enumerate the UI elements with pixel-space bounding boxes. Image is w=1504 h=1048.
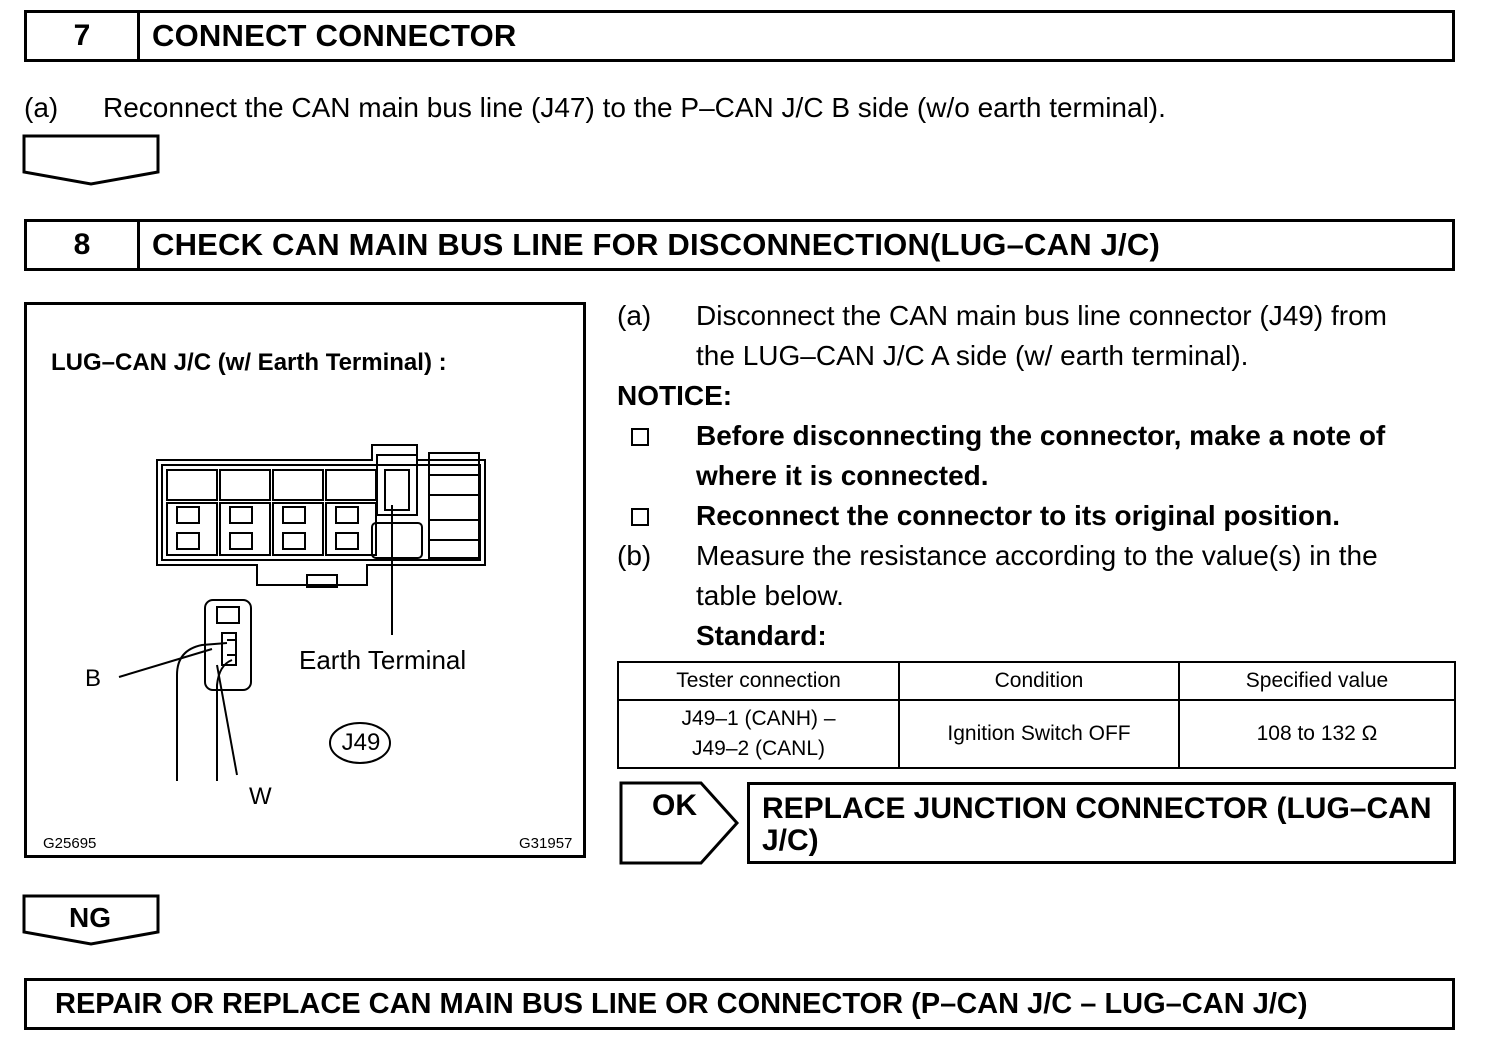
standard-label: Standard: bbox=[696, 620, 827, 651]
cell-condition: Ignition Switch OFF bbox=[899, 700, 1179, 768]
item-b-line1: Measure the resistance according to the value(s) in the bbox=[696, 540, 1378, 571]
step7-item-a-text: Reconnect the CAN main bus line (J47) to the P–CAN J/C B side (w/o earth terminal). bbox=[103, 92, 1166, 123]
header-tester: Tester connection bbox=[618, 662, 899, 700]
notice-label: NOTICE: bbox=[617, 380, 733, 411]
table-row bbox=[618, 700, 1455, 768]
connector-j49-label: J49 bbox=[341, 729, 381, 756]
notice-bullet-1 bbox=[631, 428, 649, 446]
earth-terminal-label: Earth Terminal bbox=[299, 645, 467, 675]
header-value: Specified value bbox=[1179, 662, 1455, 700]
step-8-header bbox=[24, 219, 1455, 271]
connector-figure bbox=[24, 302, 586, 858]
notice-1-line1: Before disconnecting the connector, make a note of bbox=[696, 420, 1386, 451]
notice-bullet-2 bbox=[631, 508, 649, 526]
tester-line1: J49–1 (CANH) – bbox=[681, 707, 836, 730]
figure-code-left: G25695 bbox=[43, 835, 97, 852]
ok-result: REPLACE JUNCTION CONNECTOR (LUG–CAN J/C) bbox=[747, 782, 1456, 864]
item-a-marker: (a) bbox=[617, 300, 652, 331]
notice-2: Reconnect the connector to its original position. bbox=[696, 500, 1341, 531]
ng-label: NG bbox=[69, 902, 111, 933]
step-number: 7 bbox=[27, 13, 140, 59]
tester-line2: J49–2 (CANL) bbox=[691, 737, 826, 760]
spec-table bbox=[617, 661, 1456, 769]
ok-label: OK bbox=[652, 789, 697, 822]
flow-arrow bbox=[22, 134, 162, 188]
item-b-marker: (b) bbox=[617, 540, 652, 571]
ng-result: REPAIR OR REPLACE CAN MAIN BUS LINE OR CONNECTOR (P–CAN J/C – LUG–CAN J/C) bbox=[24, 978, 1455, 1030]
connector-drawing bbox=[27, 305, 583, 855]
item-a-line1: Disconnect the CAN main bus line connector (J49) from bbox=[696, 300, 1387, 331]
figure-code-right: G31957 bbox=[519, 835, 573, 852]
item-a-line2: the LUG–CAN J/C A side (w/ earth terminal). bbox=[696, 340, 1249, 371]
step-title: CHECK CAN MAIN BUS LINE FOR DISCONNECTION(LUG–CAN J/C) bbox=[152, 227, 1160, 262]
step-number: 8 bbox=[27, 222, 140, 268]
table-header-row bbox=[618, 662, 1455, 700]
figure-title: LUG–CAN J/C (w/ Earth Terminal) : bbox=[51, 349, 447, 376]
header-condition: Condition bbox=[899, 662, 1179, 700]
wire-b-label: B bbox=[85, 665, 102, 692]
wire-w-label: W bbox=[249, 783, 272, 810]
cell-value: 108 to 132 Ω bbox=[1179, 700, 1455, 768]
step7-item-a-marker: (a) bbox=[24, 92, 59, 123]
step-7-header bbox=[24, 10, 1455, 62]
cell-tester bbox=[618, 700, 899, 768]
item-b-line2: table below. bbox=[696, 580, 844, 611]
notice-1-line2: where it is connected. bbox=[696, 460, 989, 491]
step-title: CONNECT CONNECTOR bbox=[152, 18, 517, 53]
